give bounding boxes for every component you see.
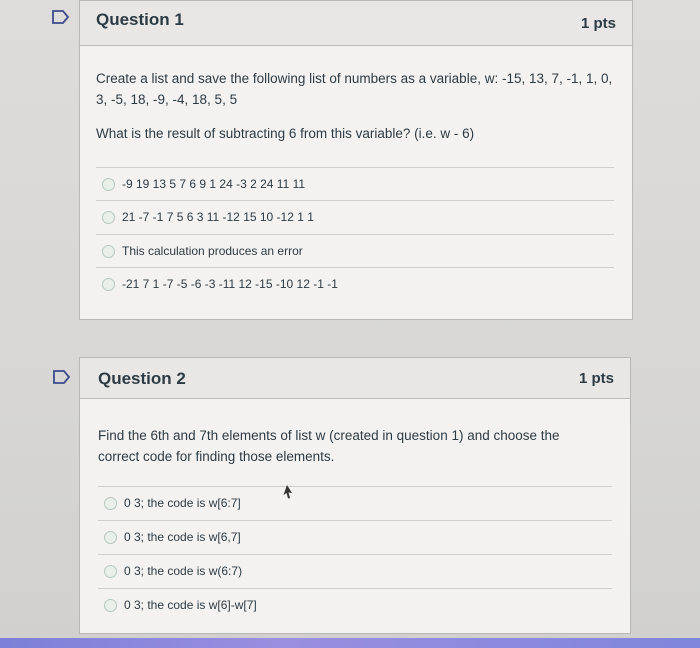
answer-label: 21 -7 -1 7 5 6 3 11 -12 15 10 -12 1 1: [122, 210, 314, 224]
flag-question-1-icon[interactable]: [52, 10, 70, 24]
question-2-header: [80, 358, 630, 399]
radio-button-icon[interactable]: [102, 278, 115, 291]
mouse-pointer-icon: [281, 484, 293, 500]
radio-button-icon[interactable]: [104, 565, 117, 578]
question-1-answer-4[interactable]: [96, 267, 614, 300]
radio-button-icon[interactable]: [104, 599, 117, 612]
answer-label: -21 7 1 -7 -5 -6 -3 -11 12 -15 -10 12 -1 -1: [122, 277, 338, 291]
radio-button-icon[interactable]: [104, 497, 117, 510]
answer-label: 0 3; the code is w[6]-w[7]: [124, 598, 257, 612]
bottom-bar: [0, 638, 700, 648]
radio-button-icon[interactable]: [102, 245, 115, 258]
question-1-title: Question 1: [96, 10, 184, 29]
question-2-answer-1[interactable]: [98, 486, 612, 519]
question-1-text: Create a list and save the following list of numbers as a variable, w: -15, 13, 7, -1, 1, 0, 3, -5, 18, -9, -4, 18, 5, 5: [96, 71, 613, 107]
answer-label: This calculation produces an error: [122, 244, 303, 258]
question-1-header: [80, 1, 632, 46]
question-2-answer-3[interactable]: [98, 554, 612, 587]
answer-label: 0 3; the code is w(6:7): [124, 564, 243, 578]
question-1-answer-3[interactable]: [96, 234, 614, 267]
radio-button-icon[interactable]: [102, 211, 115, 224]
question-1-answer-1[interactable]: [96, 167, 614, 200]
flag-question-2-icon[interactable]: [53, 370, 71, 384]
question-2-card: [79, 357, 631, 634]
question-2-text: Find the 6th and 7th elements of list w (created in question 1) and choose the correct code for finding those elements.: [98, 428, 560, 464]
question-2-answer-4[interactable]: [98, 588, 612, 621]
question-2-points: 1 pts: [578, 370, 614, 387]
answer-label: 0 3; the code is w[6,7]: [124, 530, 241, 544]
question-2-title: Question 2: [98, 369, 186, 388]
answer-label: -9 19 13 5 7 6 9 1 24 -3 2 24 11 11: [122, 177, 306, 191]
question-2-answer-2[interactable]: [98, 520, 612, 553]
question-1-prompt: What is the result of subtracting 6 from this variable? (i.e. w - 6): [96, 126, 475, 141]
question-1-points: 1 pts: [580, 15, 616, 32]
question-1-card: [79, 0, 633, 320]
question-1-answer-2[interactable]: [96, 200, 614, 233]
radio-button-icon[interactable]: [102, 178, 115, 191]
answer-label: 0 3; the code is w[6:7]: [124, 496, 241, 510]
radio-button-icon[interactable]: [104, 531, 117, 544]
